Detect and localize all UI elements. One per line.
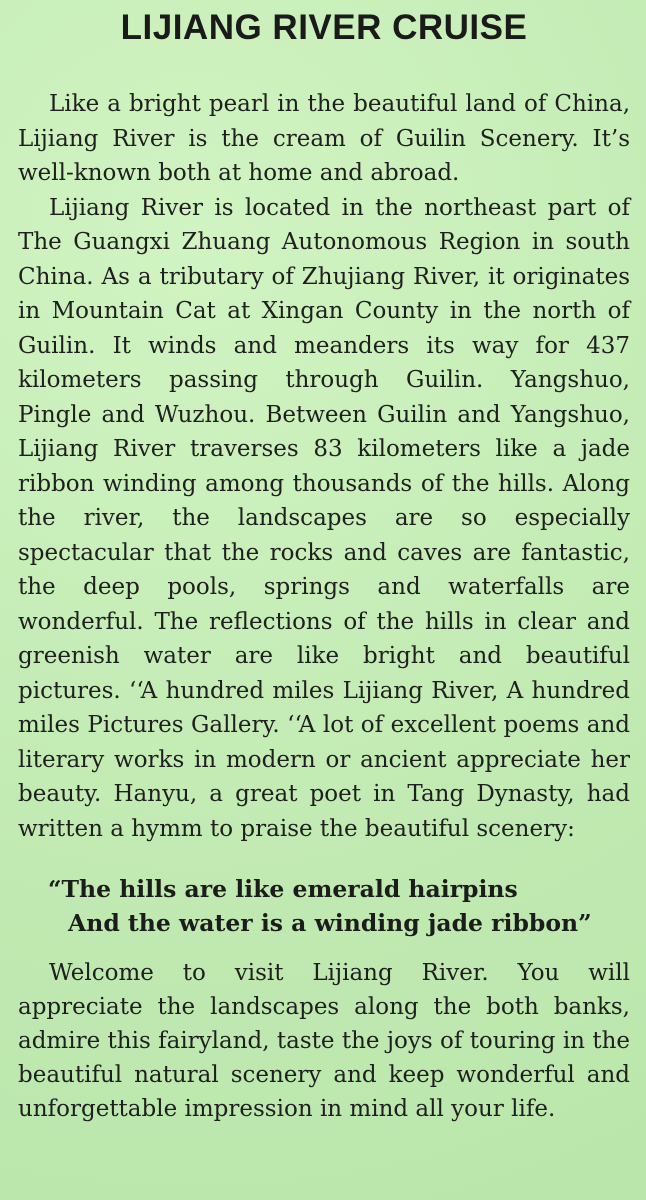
- location-paragraph: Lijiang River is located in the northeast part of The Guangxi Zhuang Autonomous Region in south China. As a tributary of Zhujiang River, it originates in Mountain Cat at Xingan County in the north of Guilin. It winds and meanders its way for 437 kilometers passing through Guilin. Yangshuo, Pingle and Wuzhou. Between Guilin and Yangshuo, Lijiang River traverses 83 kilometers like a jade ribbon winding among thousands of the hills. Along the river, the landscapes are so especially spectacular that the rocks and caves are fantastic, the deep pools, springs and waterfalls are wonderful. The reflections of the hills in clear and greenish water are like bright and beautiful pictures. ‘‘A hundred miles Lijiang River, A hundred miles Pictures Gallery. ‘‘A lot of excellent poems and literary works in modern or ancient appreciate her beauty. Hanyu, a great poet in Tang Dynasty, had written a hymm to praise the beautiful scenery:: [18, 194, 630, 842]
- intro-paragraph: Like a bright pearl in the beautiful land of China, Lijiang River is the cream of Guilin Scenery. It’s well-known both at home and abroad.: [18, 91, 630, 186]
- page-title: LIJIANG RIVER CRUISE: [120, 8, 528, 47]
- welcome-paragraph: Welcome to visit Lijiang River. You will appreciate the landscapes along the both banks, admire this fairyland, taste the joys of touring in the beautiful natural scenery and keep wonderful and unforgettable impression in mind all your life.: [18, 960, 630, 1122]
- poem-quote: [48, 872, 630, 940]
- quote-line-2: And the water is a winding jade ribbon”: [68, 909, 592, 937]
- quote-line-1: “The hills are like emerald hairpins: [48, 875, 518, 903]
